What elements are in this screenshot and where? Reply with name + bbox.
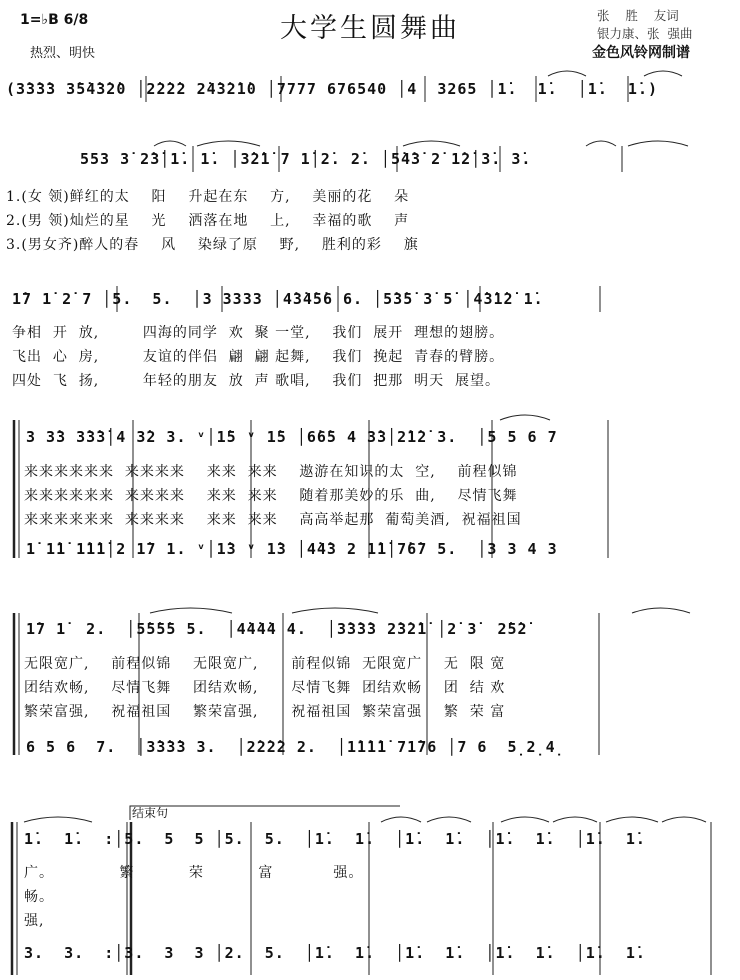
ending-lyric-3: 强, [24, 913, 45, 929]
chorus-a-notes-top: 3 3̇3 3̇3̇3̇│4 3̇2 3. ᵛ│1̇5 ᵛ 1̇5 │6̇6̇5 4 3̇3│2̇1̇2̇ 3. │5 5 6 7 [26, 428, 558, 446]
verse-b-lyric-3: 四处 飞 扬, 年轻的朋友 放 声 歌唱, 我们 把那 明天 展望。 [12, 373, 501, 389]
ending-label: 结束句 [132, 806, 169, 820]
chorus-b-lyric-3: 繁荣富强, 祝福祖国 繁荣富强, 祝福祖国 繁荣富强 繁 荣 富 [24, 704, 506, 720]
song-title: 大学生圆舞曲 [280, 13, 460, 44]
verse-a-lyric-3: 3.(男女齐)醉人的春 风 染绿了原 野, 胜利的彩 旗 [6, 237, 419, 253]
verse-b-notes: 1̇7 1̇ 2̇ 7 │5. 5. │3 3333 │4̇3̇4̇5̇6 6. │5̇3̇5̇ 3̇ 5̇ │4̇3̇1̇2̇ 1̇. [12, 290, 544, 308]
chorus-b-lyric-1: 无限宽广, 前程似锦 无限宽广, 前程似锦 无限宽广 无 限 宽 [24, 656, 506, 672]
chorus-a-lyric-2: 来来来来来来 来来来来 来来 来来 随着那美妙的乐 曲, 尽情飞舞 [24, 488, 518, 504]
verse-a-lyric-1: 1.(女 领)鲜红的太 阳 升起在东 方, 美丽的花 朵 [6, 189, 410, 205]
ending-lyric-2: 畅。 [24, 889, 54, 905]
lyricist-credit: 张 胜 友词 [597, 8, 679, 23]
key-signature: 1=♭B 6/8 [20, 12, 89, 28]
composer-credit: 银力康、张 强曲 [597, 26, 693, 41]
chorus-a-notes-bottom: 1̇ 1̇1̇ 1̇1̇1̇│2 1̇7 1. ᵛ│1̇3 ᵛ 1̇3 │4̇4̇3 2 1̇1̇│7̇6̇7 5. │3 3 4 3 [26, 540, 558, 558]
ending-notes-top: 1̇. 1̇. :│5. 5 5 │5. 5. │1̇. 1̇. │1̇. 1̇. │1̇. 1̇. │1̇. 1̇. [24, 830, 646, 848]
chorus-b-notes-top: 1̇7 1̇ 2. │5̇5̇5̇5 5. │4̇4̇4̇4 4. │3̇3̇3̇3 2̇3̇2̇1̇ │2̇ 3̇ 2̇5̇2̇ [26, 620, 528, 638]
verse-a-lyric-2: 2.(男 领)灿烂的星 光 洒落在地 上, 幸福的歌 声 [6, 213, 410, 229]
intro-notes: (3̇3̇3̇3 3̇5̇4̇3̇2̇0 │2̇2̇2̇2 2̇4̇3̇2̇1̇0 │7777 676540 │4 3265 │1̇. 1̇. │1̇. 1̇.) [6, 80, 658, 98]
verse-a-notes: 553 3̇ 2̇3̇│1̇. 1̇. │3̇2̇1̇ 7 1̇│2̇. 2̇. │5̇4̇3̇ 2̇ 1̇2̇│3̇. 3̇. [80, 150, 532, 168]
verse-b-lyric-2: 飞出 心 房, 友谊的伴侣 翩 翩 起舞, 我们 挽起 青春的臂膀。 [12, 349, 505, 365]
ending-notes-bottom: 3. 3. :│3. 3 3 │2. 5. │1̇. 1̇. │1̇. 1̇. │1̇. 1̇. │1̇. 1̇. [24, 944, 646, 962]
verse-b-lyric-1: 争相 开 放, 四海的同学 欢 聚 一堂, 我们 展开 理想的翅膀。 [12, 325, 505, 341]
tempo-marking: 热烈、明快 [30, 46, 96, 61]
chorus-a-lyric-1: 来来来来来来 来来来来 来来 来来 遨游在知识的太 空, 前程似锦 [24, 464, 518, 480]
chorus-b-lyric-2: 团结欢畅, 尽情飞舞 团结欢畅, 尽情飞舞 团结欢畅 团 结 欢 [24, 680, 506, 696]
producer-credit: 金色风铃网制谱 [592, 45, 690, 61]
ending-lyric-1: 广。 繁 荣 富 强。 [24, 865, 364, 881]
chorus-a-lyric-3: 来来来来来来 来来来来 来来 来来 高高举起那 葡萄美酒, 祝福祖国 [24, 512, 522, 528]
chorus-b-notes-bottom: 6 5 6 7. │3̇3̇3̇3 3. │2̇2̇2̇2 2. │1̇1̇1̇1̇ 71̇76 │7 6 5̣2̣4̣ [26, 738, 565, 756]
